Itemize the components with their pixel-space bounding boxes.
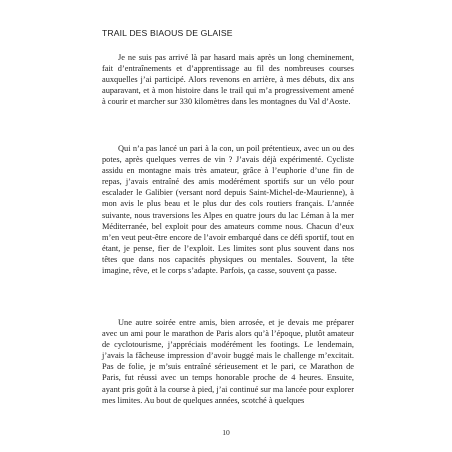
paragraph-2-block bbox=[102, 143, 354, 276]
paragraph: Une autre soirée entre amis, bien arrosée, et je devais me préparer avec un ami pour le marathon de Paris alors qu’à l’époque, plutôt amateur de cyclotourisme, j’appréciais modérément les footings. Le lendemain, j’avais la fâcheuse impression d’avoir buggé mais le challenge m’excitait. Pas de folie, je m’suis entraîné sérieusement et le pari, ce Marathon de Paris, fut réussi avec un temps honorable proche de 4 heures. Ensuite, ayant pris goût à la course à pied, j’ai continué sur ma lancée pour explorer mes limites. Au bout de quelques années, scotché à quelques bbox=[102, 318, 354, 405]
running-header: TRAIL DES BIAOUS DE GLAISE bbox=[102, 28, 233, 38]
paragraph-1-block bbox=[102, 52, 354, 107]
page-number: 10 bbox=[222, 428, 230, 437]
paragraph: Qui n’a pas lancé un pari à la con, un poil prétentieux, avec un ou des potes, après quelques verres de vin ? J’avais déjà expérimenté. Cycliste assidu en montagne mais très amateur, grâce à l’euphorie d’une fin de repas, j’avais entraîné des amis modérément sportifs sur un vélo pour escalader le Galibier (versant nord depuis Saint-Michel-de-Maurienne), à mon avis le plus beau et le plus dur des cols routiers français. L’année suivante, nous traversions les Alpes en quatre jours du lac Léman à la mer Méditerranée, bel exploit pour des amateurs comme nous. Chacun d’eux m’en veut peut-être encore de l’avoir embarqué dans ce défi sportif, tout en étant, je pense, fier de l’exploit. Les limites sont plus souvent dans nos têtes que dans nos capacités physiques ou mentales. Souvent, la tête imagine, rêve, et le corps s’adapte. Parfois, ça casse, souvent ça passe. bbox=[102, 144, 354, 276]
paragraph: Je ne suis pas arrivé là par hasard mais après un long cheminement, fait d’entraînements et d’apprentissage au fil des nombreuses courses auxquelles j’ai participé. Alors revenons en arrière, à mes débuts, dix ans auparavant, et à mon histoire dans le trail qui m’a progressivement amené à courir et marcher sur 330 kilomètres dans les montagnes du Val d’Aoste. bbox=[102, 53, 354, 107]
paragraph-3-block bbox=[102, 317, 354, 406]
